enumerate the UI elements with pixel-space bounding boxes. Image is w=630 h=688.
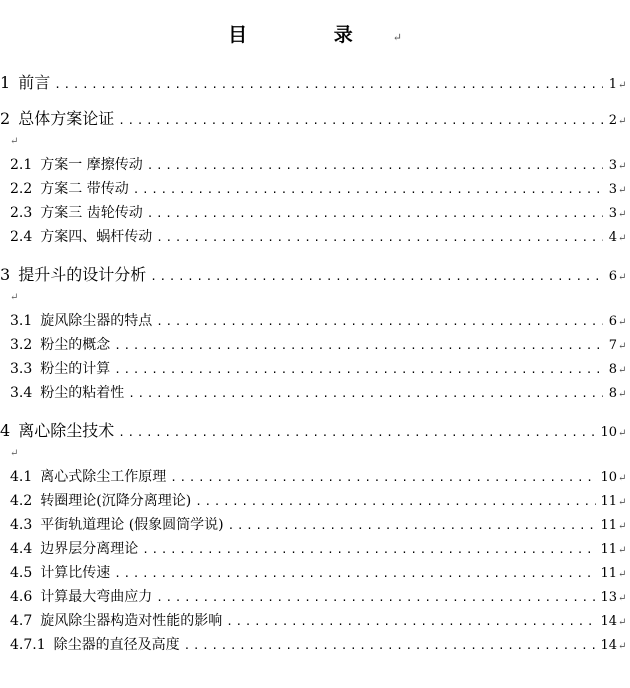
toc-entry-4-3[interactable] <box>0 514 630 538</box>
toc-entry-number: 2.3 <box>10 205 33 221</box>
dot-leader <box>147 207 603 220</box>
toc-entry-4-7[interactable] <box>0 610 630 634</box>
toc-entry-number: 4 <box>0 421 11 440</box>
paragraph-mark-icon: ↵ <box>618 185 627 196</box>
toc-entry-text: 粉尘的概念 <box>40 337 111 353</box>
paragraph-mark-icon: ↵ <box>618 497 627 508</box>
toc-entry-3[interactable] <box>0 262 630 286</box>
toc-entry-number: 3 <box>0 265 11 284</box>
paragraph-mark-icon: ↵ <box>618 80 627 91</box>
toc-entry-text: 粉尘的粘着性 <box>40 385 125 401</box>
toc-entry-number: 2 <box>0 109 11 128</box>
toc-entry-page: 8 <box>608 386 617 401</box>
paragraph-mark-icon: ↵ <box>618 545 627 556</box>
paragraph-mark-icon: ↵ <box>618 209 627 220</box>
toc-entry-4[interactable] <box>0 418 630 442</box>
dot-leader <box>114 567 596 580</box>
toc-entry-3-2[interactable] <box>0 334 630 358</box>
toc-entry-text: 离心式除尘工作原理 <box>40 469 167 485</box>
toc-entry-4-1[interactable] <box>0 466 630 490</box>
toc-entry-page: 11 <box>600 542 617 557</box>
dot-leader <box>128 387 603 400</box>
toc-entry-2[interactable] <box>0 106 630 130</box>
toc-entry-number: 4.3 <box>10 517 33 533</box>
dot-leader <box>54 78 603 91</box>
toc-entry-4-4[interactable] <box>0 538 630 562</box>
dot-leader <box>156 591 596 604</box>
dot-leader <box>150 270 603 283</box>
dot-leader <box>118 114 603 127</box>
toc-entry-number: 4.1 <box>10 469 33 485</box>
paragraph-mark-icon: ↵ <box>618 569 627 580</box>
toc-entry-text: 粉尘的计算 <box>40 361 111 377</box>
toc-entry-page: 6 <box>608 314 617 329</box>
dot-leader <box>114 363 603 376</box>
toc-entry-text: 方案一 摩擦传动 <box>40 157 143 173</box>
toc-entry-3-1[interactable] <box>0 310 630 334</box>
toc-entry-page: 3 <box>608 206 617 221</box>
toc-entry-2-3[interactable] <box>0 202 630 226</box>
toc-entry-1[interactable] <box>0 70 630 94</box>
toc-entry-number: 4.6 <box>10 589 33 605</box>
toc-entry-2-1[interactable] <box>0 154 630 178</box>
toc-entry-4-2[interactable] <box>0 490 630 514</box>
toc-entry-text: 转圈理论(沉降分离理论) <box>40 493 192 509</box>
toc-entry-text: 计算最大弯曲应力 <box>40 589 153 605</box>
paragraph-mark-icon: ↵ <box>618 473 627 484</box>
toc-entry-text: 除尘器的直径及高度 <box>53 637 180 653</box>
toc-entry-text: 前言 <box>18 73 51 92</box>
toc-entry-page: 10 <box>600 470 617 485</box>
paragraph-mark-icon: ↵ <box>618 617 627 628</box>
toc-title <box>0 20 630 47</box>
toc-entry-page: 8 <box>608 362 617 377</box>
toc-entry-number: 2.4 <box>10 229 33 245</box>
paragraph-mark-icon: ↵ <box>618 428 627 439</box>
toc-entry-number: 2.1 <box>10 157 33 173</box>
toc-entry-text: 旋风除尘器构造对性能的影响 <box>40 613 223 629</box>
dot-leader <box>170 471 596 484</box>
dot-leader <box>118 426 596 439</box>
paragraph-mark-icon: ↵ <box>618 272 627 283</box>
empty-paragraph <box>0 94 630 106</box>
empty-paragraph <box>0 250 630 262</box>
paragraph-mark-icon: ↵ <box>392 31 402 44</box>
toc-entry-page: 6 <box>608 269 617 284</box>
dot-leader <box>142 543 596 556</box>
toc-entry-2-2[interactable] <box>0 178 630 202</box>
toc-entry-page: 3 <box>608 182 617 197</box>
toc-entry-page: 3 <box>608 158 617 173</box>
toc-entry-page: 14 <box>600 638 617 653</box>
toc-entry-page: 1 <box>608 77 617 92</box>
dot-leader <box>184 639 597 652</box>
dot-leader <box>156 315 603 328</box>
dot-leader <box>133 183 603 196</box>
toc-entry-2-4[interactable] <box>0 226 630 250</box>
empty-paragraph: ↵ <box>10 292 19 303</box>
paragraph-mark-icon: ↵ <box>618 641 627 652</box>
empty-paragraph <box>0 406 630 418</box>
toc-entry-text: 方案三 齿轮传动 <box>40 205 143 221</box>
toc-entry-page: 2 <box>608 113 617 128</box>
toc-entry-text: 旋风除尘器的特点 <box>40 313 153 329</box>
toc-entry-number: 4.2 <box>10 493 33 509</box>
toc-entry-number: 4.7.1 <box>10 637 46 653</box>
paragraph-mark-icon: ↵ <box>618 521 627 532</box>
empty-paragraph: ↵ <box>10 136 19 147</box>
toc-entry-page: 14 <box>600 614 617 629</box>
toc-entry-page: 11 <box>600 566 617 581</box>
dot-leader <box>195 495 596 508</box>
paragraph-mark-icon: ↵ <box>618 317 627 328</box>
toc-entry-text: 平街轨道理论 (假象圆筒学说) <box>40 517 224 533</box>
toc-entry-number: 4.4 <box>10 541 33 557</box>
toc-entry-text: 方案四、蜗杆传动 <box>40 229 153 245</box>
toc-entry-number: 2.2 <box>10 181 33 197</box>
toc-entry-3-4[interactable] <box>0 382 630 406</box>
paragraph-mark-icon: ↵ <box>618 389 627 400</box>
toc-entry-page: 7 <box>608 338 617 353</box>
toc-entry-page: 11 <box>600 518 617 533</box>
paragraph-mark-icon: ↵ <box>618 116 627 127</box>
paragraph-mark-icon: ↵ <box>618 341 627 352</box>
toc-entry-page: 4 <box>608 230 617 245</box>
toc-entry-4-5[interactable] <box>0 562 630 586</box>
table-of-contents <box>0 70 630 658</box>
toc-entry-4-7-1[interactable] <box>0 634 630 658</box>
toc-title-text: 目 录 <box>228 24 393 46</box>
toc-entry-number: 3.2 <box>10 337 33 353</box>
dot-leader <box>156 231 603 244</box>
toc-entry-number: 3.4 <box>10 385 33 401</box>
toc-entry-3-3[interactable] <box>0 358 630 382</box>
toc-entry-text: 边界层分离理论 <box>40 541 139 557</box>
paragraph-mark-icon: ↵ <box>618 233 627 244</box>
toc-entry-number: 3.1 <box>10 313 33 329</box>
toc-entry-text: 离心除尘技术 <box>18 421 115 440</box>
dot-leader <box>114 339 603 352</box>
toc-entry-text: 总体方案论证 <box>18 109 115 128</box>
toc-entry-text: 计算比传速 <box>40 565 111 581</box>
toc-entry-text: 提升斗的设计分析 <box>18 265 147 284</box>
paragraph-mark-icon: ↵ <box>618 161 627 172</box>
toc-entry-page: 11 <box>600 494 617 509</box>
toc-entry-number: 1 <box>0 73 11 92</box>
paragraph-mark-icon: ↵ <box>618 593 627 604</box>
toc-entry-number: 3.3 <box>10 361 33 377</box>
toc-entry-page: 10 <box>600 425 617 440</box>
toc-entry-number: 4.5 <box>10 565 33 581</box>
toc-entry-number: 4.7 <box>10 613 33 629</box>
dot-leader <box>226 615 596 628</box>
dot-leader <box>228 519 597 532</box>
toc-entry-4-6[interactable] <box>0 586 630 610</box>
dot-leader <box>147 159 603 172</box>
toc-entry-text: 方案二 带传动 <box>40 181 129 197</box>
paragraph-mark-icon: ↵ <box>618 365 627 376</box>
toc-entry-page: 13 <box>600 590 617 605</box>
empty-paragraph: ↵ <box>10 448 19 459</box>
